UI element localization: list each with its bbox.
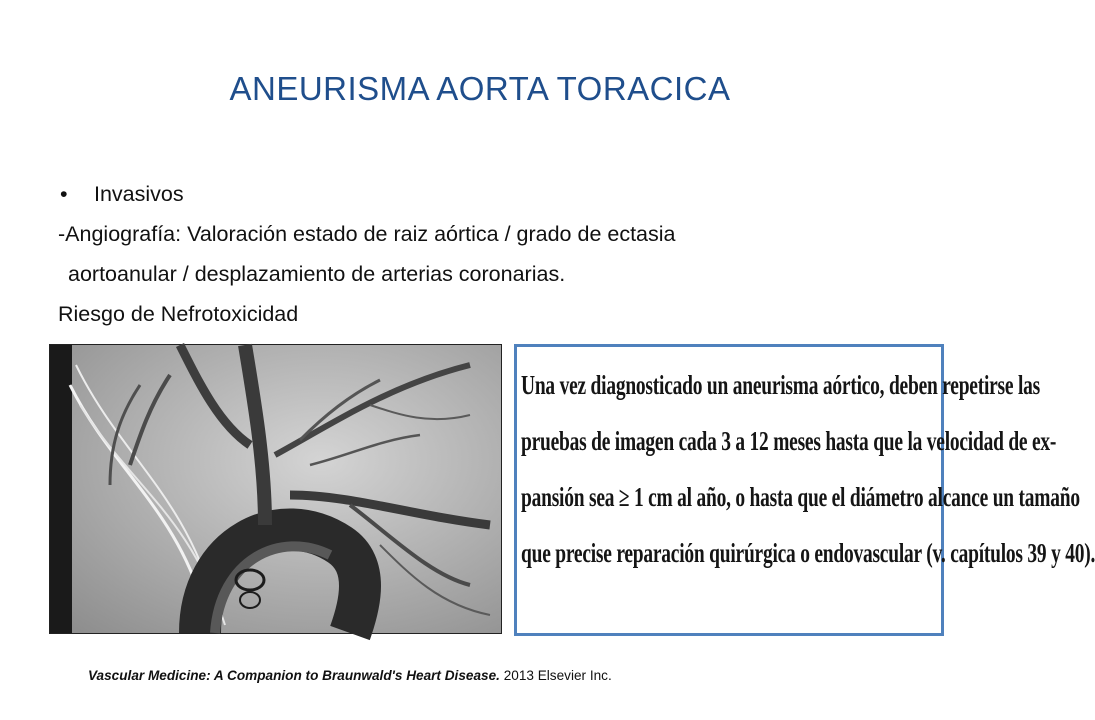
angiogram-illustration (50, 345, 501, 633)
slide-body (58, 174, 918, 334)
angiography-line: -Angiografía: Valoración estado de raiz aórtica / grado de ectasia (58, 222, 676, 246)
angiography-image (49, 344, 502, 634)
bullet-icon: • (60, 182, 68, 206)
quote-line: pruebas de imagen cada 3 a 12 meses hasta que la velocidad de ex- (521, 426, 1057, 456)
quote-line: que precise reparación quirúrgica o endovascular (v. capítulos 39 y 40). (521, 538, 1095, 568)
bullet-item (58, 174, 918, 214)
citation-title: Vascular Medicine: A Companion to Braunwald's Heart Disease. (88, 668, 500, 683)
nephrotoxicity-line: Riesgo de Nefrotoxicidad (58, 302, 299, 326)
quote-line: pansión sea ≥ 1 cm al año, o hasta que el diámetro alcance un tamaño (521, 482, 1080, 512)
bullet-text: Invasivos (94, 182, 184, 206)
citation-rest: 2013 Elsevier Inc. (499, 668, 612, 683)
quote-line: Una vez diagnosticado un aneurisma aórtico, deben repetirse las (521, 370, 1041, 400)
angiography-line-cont: aortoanular / desplazamiento de arterias coronarias. (68, 262, 566, 286)
citation (88, 668, 612, 683)
slide-title: ANEURISMA AORTA TORACICA (229, 70, 731, 107)
quote-text (521, 357, 1095, 581)
quote-box (514, 344, 1095, 636)
